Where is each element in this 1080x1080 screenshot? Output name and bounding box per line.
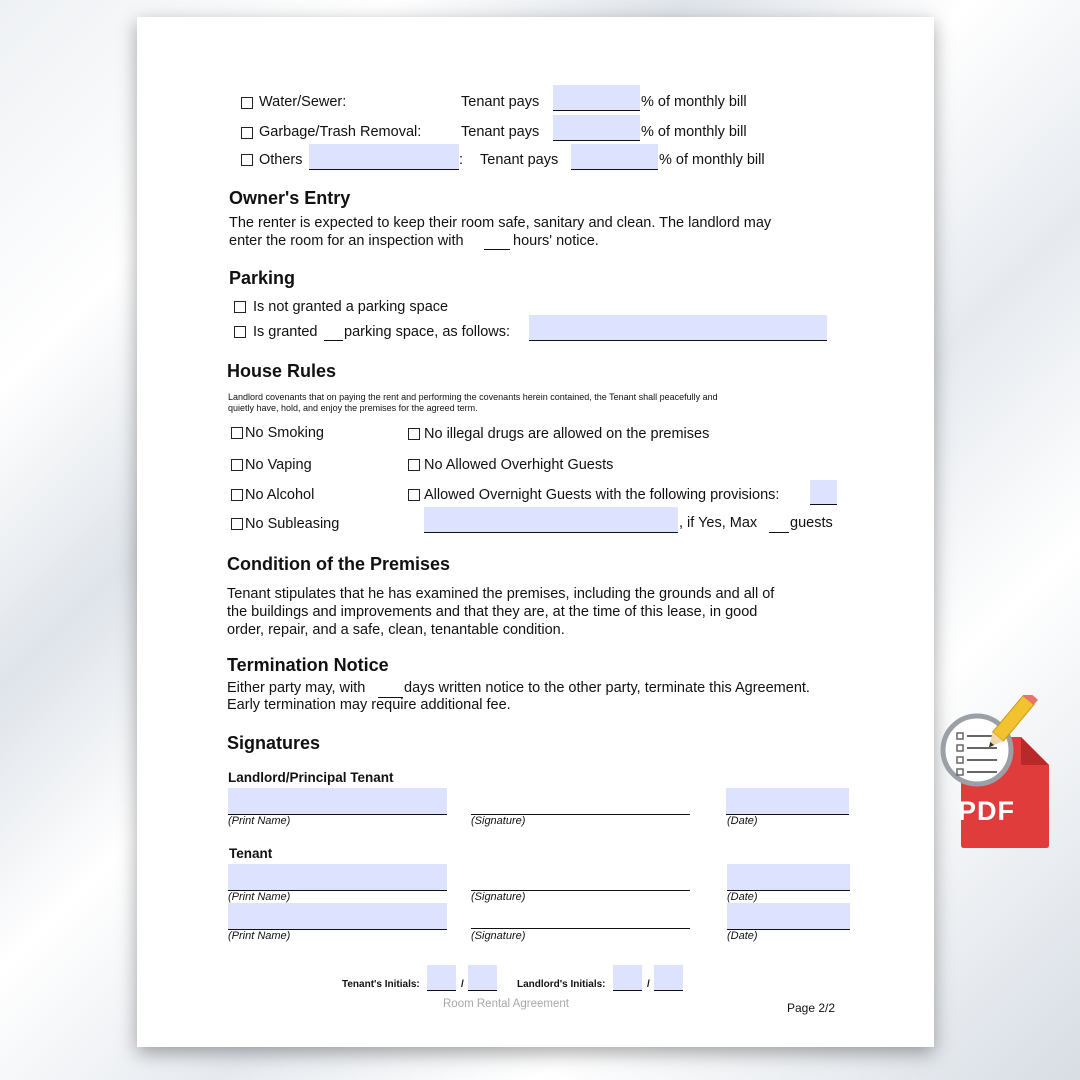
- others-tenant-pays-label: Tenant pays: [480, 152, 559, 168]
- overnight-provisions-field[interactable]: [424, 507, 678, 533]
- landlord-initials-field-1[interactable]: [613, 965, 642, 991]
- parking-option1-label: Is not granted a parking space: [253, 299, 449, 315]
- landlord-initials-label: Landlord's Initials:: [517, 979, 606, 990]
- parking-option2-label-a: Is granted: [253, 324, 318, 340]
- garbage-label: Garbage/Trash Removal:: [259, 124, 422, 140]
- water-percent-field[interactable]: [553, 85, 640, 111]
- others-colon: :: [459, 152, 464, 168]
- landlord-print-name-field[interactable]: [228, 788, 447, 815]
- landlord-signature-field[interactable]: [471, 793, 690, 815]
- tenant2-date-field[interactable]: [727, 903, 850, 930]
- no-alcohol-checkbox[interactable]: [231, 489, 243, 501]
- landlord-initials-field-2[interactable]: [654, 965, 683, 991]
- tenant2-signature-field[interactable]: [471, 907, 690, 929]
- no-illegal-drugs-label: No illegal drugs are allowed on the premises: [424, 426, 710, 442]
- signatures-heading: Signatures: [227, 733, 321, 753]
- parking-spaces-count-field[interactable]: [324, 326, 343, 341]
- landlord-date-field[interactable]: [726, 788, 849, 815]
- parking-heading: Parking: [229, 268, 296, 288]
- termination-line1-a: Either party may, with: [227, 680, 366, 696]
- pdf-file-icon: [939, 695, 1054, 855]
- tenant-initials-label: Tenant's Initials:: [342, 979, 420, 990]
- parking-granted-checkbox[interactable]: [234, 326, 246, 338]
- no-alcohol-label: No Alcohol: [245, 487, 315, 503]
- termination-line2: Early termination may require additional fee.: [227, 697, 511, 713]
- others-description-field[interactable]: [309, 144, 459, 170]
- water-sewer-checkbox[interactable]: [241, 97, 253, 109]
- condition-line2: the buildings and improvements and that they are, at the time of this lease, in good: [227, 604, 758, 620]
- parking-option2-label-b: parking space, as follows:: [344, 324, 511, 340]
- if-yes-max-label: , if Yes, Max: [679, 515, 758, 531]
- overnight-guests-allowed-label: Allowed Overnight Guests with the following provisions:: [424, 487, 780, 503]
- house-rules-intro-line2: quietly have, hold, and enjoy the premises for the agreed term.: [228, 403, 478, 413]
- water-tenant-pays-label: Tenant pays: [461, 94, 540, 110]
- house-rules-intro-line1: Landlord covenants that on paying the rent and performing the covenants herein contained, the Tenant shall peacefully and: [228, 392, 718, 402]
- tenant1-date-label: (Date): [727, 891, 758, 903]
- document-page: [137, 17, 934, 1047]
- water-percent-suffix: % of monthly bill: [641, 94, 747, 110]
- owners-entry-line2-b: hours' notice.: [513, 233, 599, 249]
- no-vaping-checkbox[interactable]: [231, 459, 243, 471]
- house-rules-heading: House Rules: [227, 361, 337, 381]
- landlord-section-label: Landlord/Principal Tenant: [228, 770, 394, 785]
- tenant1-date-field[interactable]: [727, 864, 850, 891]
- tenant1-signature-label: (Signature): [471, 891, 526, 903]
- tenant-section-label: Tenant: [229, 846, 273, 861]
- parking-details-field[interactable]: [529, 315, 827, 341]
- garbage-checkbox[interactable]: [241, 127, 253, 139]
- termination-days-field[interactable]: [378, 682, 403, 698]
- max-guests-field[interactable]: [769, 517, 789, 533]
- landlord-date-label: (Date): [727, 815, 758, 827]
- guests-label: guests: [790, 515, 833, 531]
- no-smoking-label: No Smoking: [245, 425, 324, 441]
- tenant1-print-name-label: (Print Name): [228, 891, 291, 903]
- condition-line3: order, repair, and a safe, clean, tenantable condition.: [227, 622, 565, 638]
- tenant1-signature-field[interactable]: [471, 869, 690, 891]
- overnight-guests-checkbox-field[interactable]: [810, 480, 837, 505]
- no-illegal-drugs-checkbox[interactable]: [408, 428, 420, 440]
- document-title-footer: Room Rental Agreement: [443, 998, 569, 1010]
- garbage-tenant-pays-label: Tenant pays: [461, 124, 540, 140]
- no-subleasing-label: No Subleasing: [245, 516, 340, 532]
- others-checkbox[interactable]: [241, 154, 253, 166]
- termination-line1-b: days written notice to the other party, terminate this Agreement.: [404, 680, 810, 696]
- landlord-signature-label: (Signature): [471, 815, 526, 827]
- no-overnight-guests-checkbox[interactable]: [408, 459, 420, 471]
- tenant1-print-name-field[interactable]: [228, 864, 447, 891]
- no-subleasing-checkbox[interactable]: [231, 518, 243, 530]
- landlord-initials-slash: /: [647, 979, 650, 990]
- termination-heading: Termination Notice: [227, 655, 389, 675]
- condition-line1: Tenant stipulates that he has examined the premises, including the grounds and all of: [227, 586, 775, 602]
- garbage-percent-suffix: % of monthly bill: [641, 124, 747, 140]
- garbage-percent-field[interactable]: [553, 115, 640, 141]
- tenant-initials-slash: /: [461, 979, 464, 990]
- tenant-initials-field-1[interactable]: [427, 965, 456, 991]
- tenant2-signature-label: (Signature): [471, 930, 526, 942]
- parking-not-granted-checkbox[interactable]: [234, 301, 246, 313]
- condition-heading: Condition of the Premises: [227, 554, 451, 574]
- pdf-badge-label: PDF: [958, 796, 1015, 826]
- tenant-initials-field-2[interactable]: [468, 965, 497, 991]
- water-sewer-label: Water/Sewer:: [259, 94, 347, 110]
- landlord-print-name-label: (Print Name): [228, 815, 291, 827]
- notice-hours-field[interactable]: [484, 235, 510, 250]
- others-percent-field[interactable]: [571, 144, 658, 170]
- others-percent-suffix: % of monthly bill: [659, 152, 765, 168]
- tenant2-print-name-field[interactable]: [228, 903, 447, 930]
- tenant2-print-name-label: (Print Name): [228, 930, 291, 942]
- tenant2-date-label: (Date): [727, 930, 758, 942]
- owners-entry-line1: The renter is expected to keep their room safe, sanitary and clean. The landlord may: [229, 215, 772, 231]
- others-label: Others: [259, 152, 303, 168]
- owners-entry-line2-a: enter the room for an inspection with: [229, 233, 464, 249]
- no-overnight-guests-label: No Allowed Overhight Guests: [424, 457, 614, 473]
- no-vaping-label: No Vaping: [245, 457, 312, 473]
- overnight-guests-allowed-checkbox[interactable]: [408, 489, 420, 501]
- owners-entry-heading: Owner's Entry: [229, 188, 351, 208]
- page-number: Page 2/2: [787, 1001, 836, 1015]
- no-smoking-checkbox[interactable]: [231, 427, 243, 439]
